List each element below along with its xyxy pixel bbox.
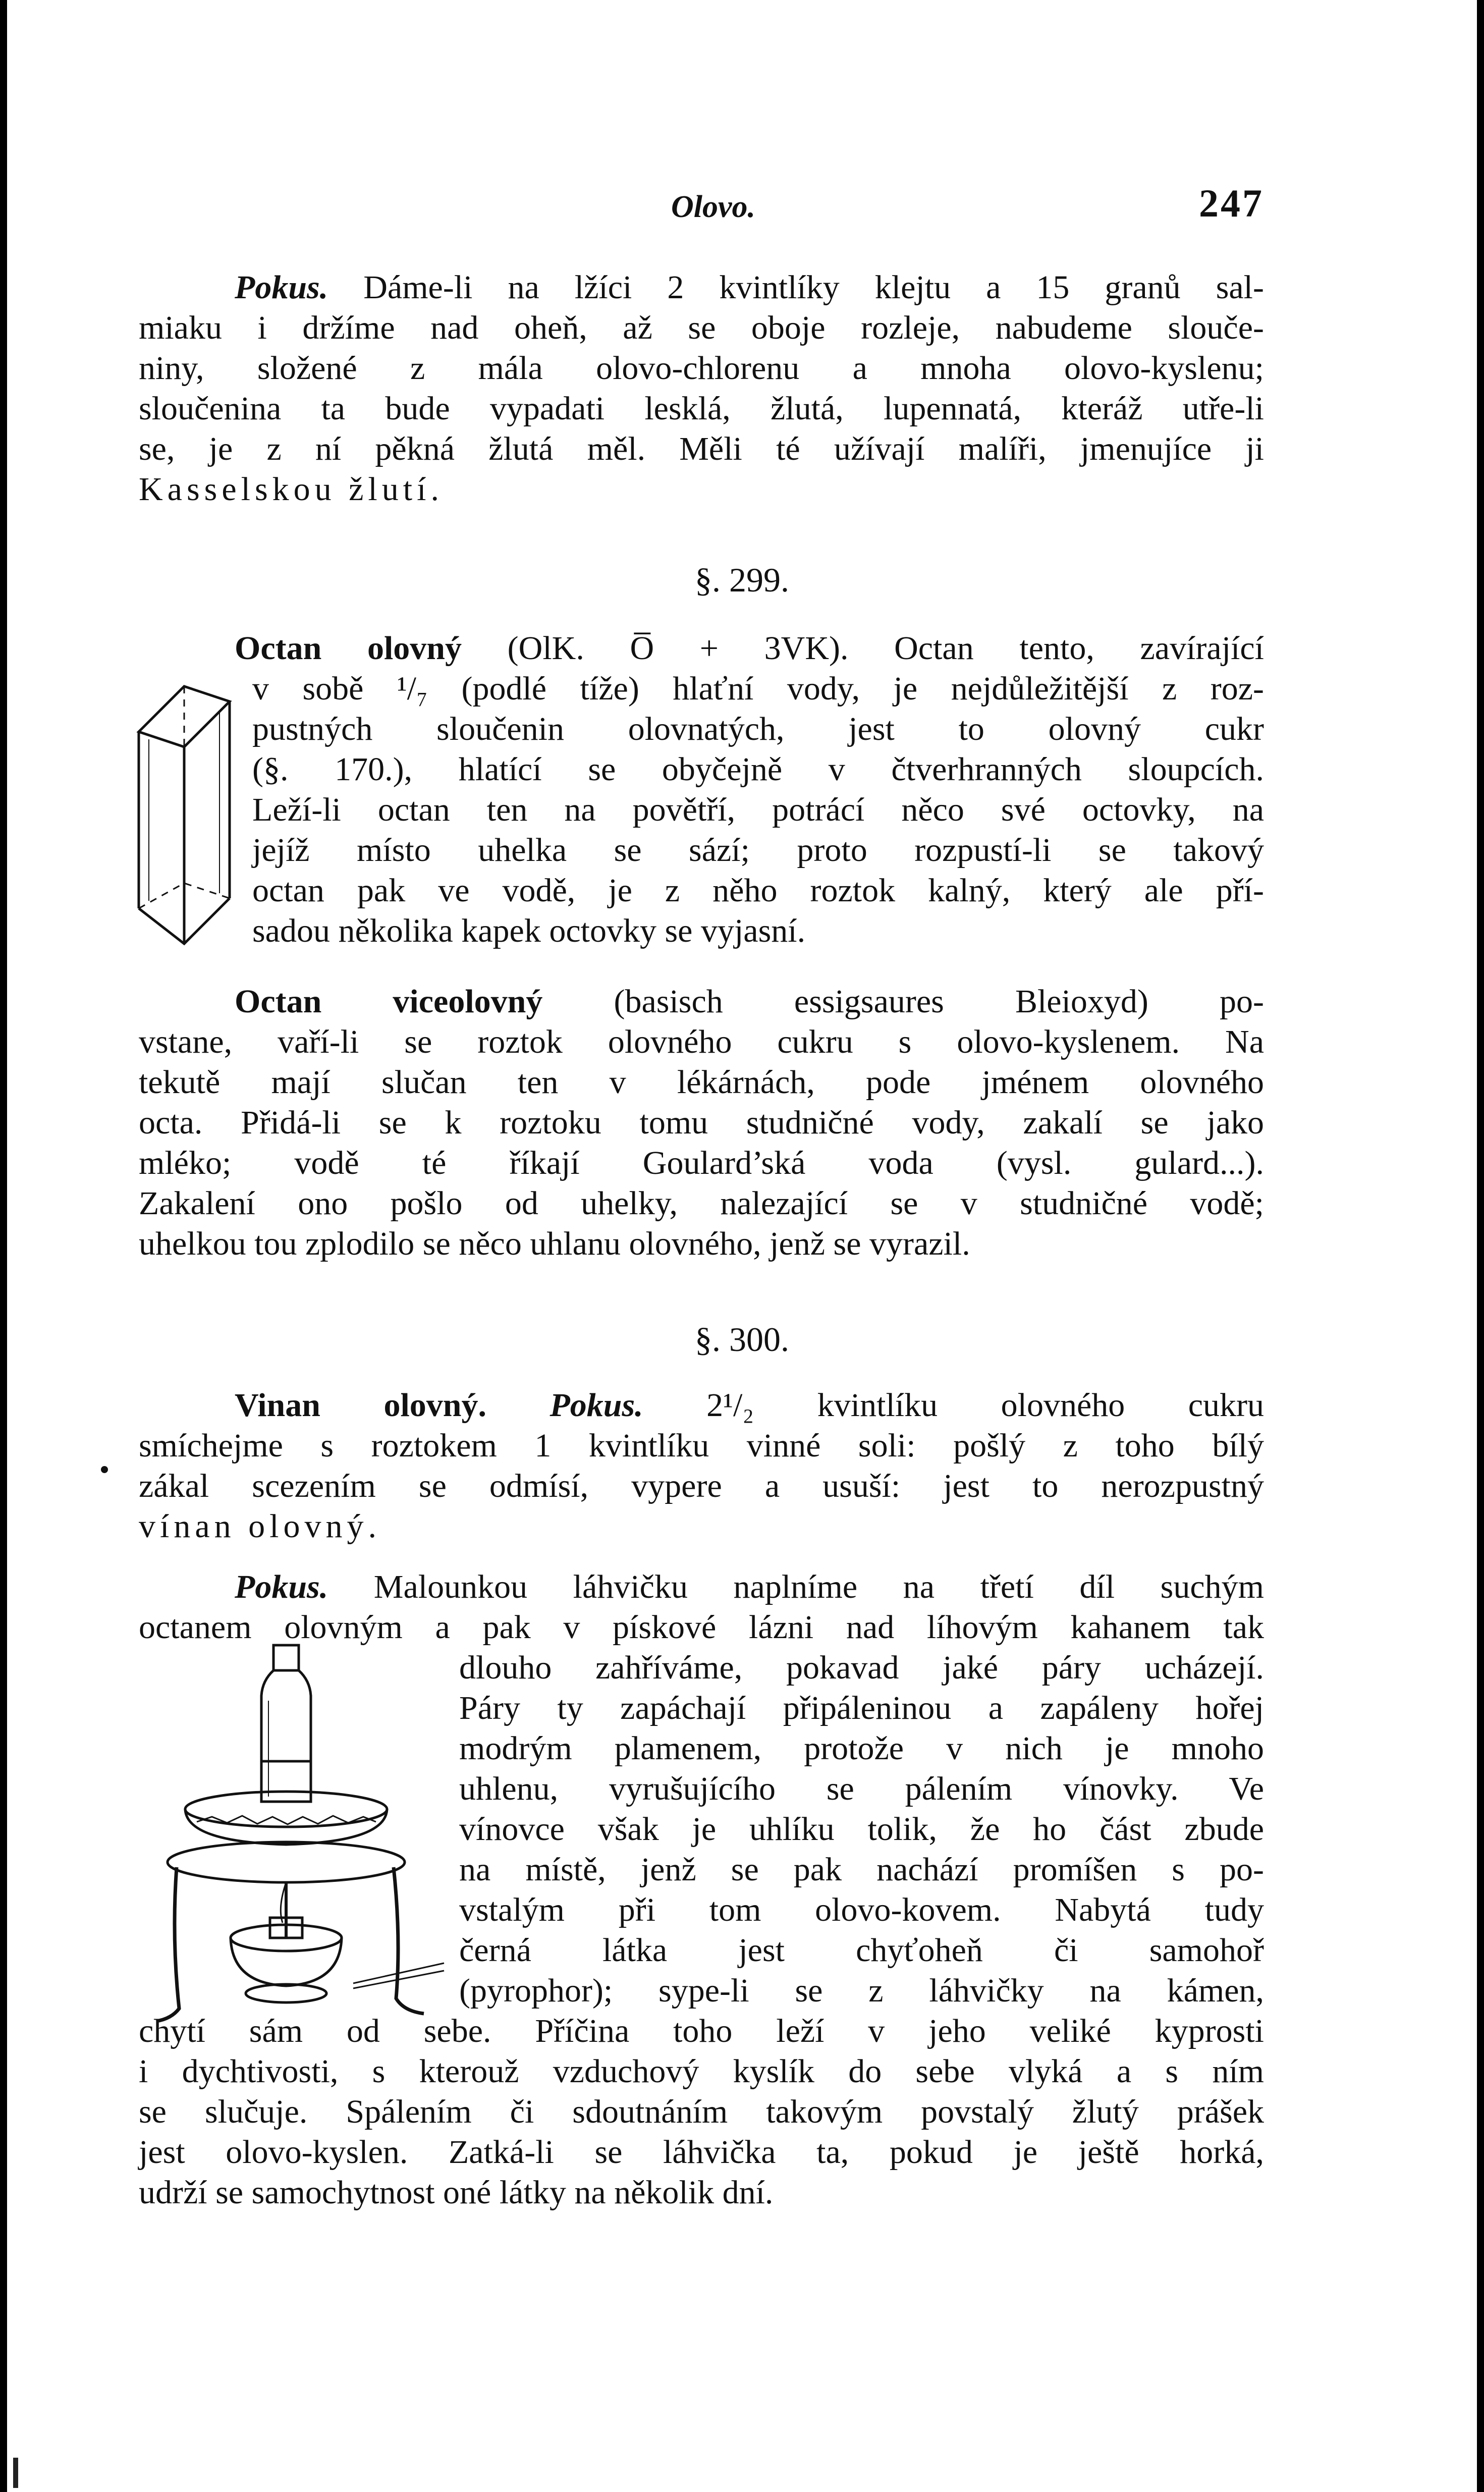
term-vinan-olovny: Vinan olovný. [235, 1387, 486, 1424]
paragraph-line: vínan olovný. [139, 1508, 381, 1545]
pokus-label: Pokus. [235, 269, 328, 306]
term-octan-viceolovny: Octan viceolovný [235, 983, 543, 1020]
page-right-border [1477, 0, 1484, 2492]
paragraph-line: Octan viceolovný (basisch essigsaures Bleioxyd) po- [235, 983, 1264, 1020]
paragraph-line: vínovce však je uhlíku tolik, že ho část zbude [459, 1811, 1264, 1848]
paragraph-line: octanem olovným a pak v pískové lázni nad líhovým kahanem tak [139, 1609, 1264, 1646]
paragraph-line: octan pak ve vodě, je z něho roztok kalný, který ale pří- [252, 872, 1264, 909]
paragraph-line: udrží se samochytnost oné látky na několik dní. [139, 2174, 774, 2211]
paragraph-line: Leží-li octan ten na povětří, potrácí něco své octovky, na [252, 791, 1264, 828]
section-heading-300: §. 300. [695, 1320, 789, 1359]
paragraph-line: Kasselskou žlutí. [139, 471, 444, 508]
paragraph-line: (§. 170.), hlatící se obyčejně v čtverhranných sloupcích. [252, 751, 1264, 788]
paragraph-line: sloučenina ta bude vypadati lesklá, žlutá, lupennatá, kteráž utře-li [139, 390, 1264, 427]
paragraph-line: sadou několika kapek octovky se vyjasní. [252, 912, 806, 949]
paragraph-line: se, je z ní pěkná žlutá měl. Měli té užívají malíři, jmenujíce ji [139, 430, 1264, 467]
paragraph-line: Octan olovný (OlK. O̅ + 3VK). Octan tento, zavírající [235, 630, 1264, 667]
paragraph-line: na místě, jenž se pak nachází promíšen s po- [459, 1851, 1264, 1888]
paragraph-line: Vinan olovný. Pokus. 2¹/₂ kvintlíku olovného cukru [235, 1387, 1264, 1424]
paragraph-line: Páry ty zapáchají připáleninou a zapáleny hořej [459, 1690, 1264, 1726]
paragraph-line: octa. Přidá-li se k roztoku tomu studničné vody, zakalí se jako [139, 1104, 1264, 1141]
paragraph-line: (pyrophor); sype-li se z láhvičky na kámen, [459, 1972, 1264, 2009]
paragraph-line: jest olovo-kyslen. Zatká-li se láhvička ta, pokud je ještě horká, [139, 2134, 1264, 2171]
pokus-label: Pokus. [486, 1387, 643, 1424]
paragraph-line: modrým plamenem, protože v nich je mnoho [459, 1730, 1264, 1767]
page-number: 247 [1199, 181, 1264, 225]
paragraph-line: dlouho zahříváme, pokavad jaké páry ucházejí. [459, 1649, 1264, 1686]
paragraph-line: chytí sám od sebe. Příčina toho leží v jeho veliké kyprosti [139, 2013, 1264, 2049]
paragraph-line: Pokus. Malounkou láhvičku naplníme na třetí díl suchým [235, 1568, 1264, 1605]
paragraph-line: černá látka jest chyťoheň či samohoř [459, 1932, 1264, 1969]
paragraph-line: tekutě mají slučan ten v lékárnách, pode jménem olovného [139, 1064, 1264, 1101]
section-heading-299: §. 299. [695, 561, 789, 599]
paragraph-line: se slučuje. Spálením či sdoutnáním takovým povstalý žlutý prášek [139, 2093, 1264, 2130]
paragraph-line: vstane, vaří-li se roztok olovného cukru s olovo-kyslenem. Na [139, 1023, 1264, 1060]
paragraph-line: uhlenu, vyrušujícího se pálením vínovky. Ve [459, 1770, 1264, 1807]
margin-mark [13, 2458, 18, 2488]
print-speck [101, 1466, 108, 1473]
term-octan-olovny: Octan olovný [235, 630, 462, 667]
paragraph-line: jejíž místo uhelka se sází; proto rozpustí-li se takový [252, 832, 1264, 869]
paragraph-line: niny, složené z mála olovo-chlorenu a mnoha olovo-kyslenu; [139, 350, 1264, 387]
heating-apparatus-illustration [141, 1635, 454, 2034]
paragraph-line: i dychtivosti, s kterouž vzduchový kyslík do sebe vlyká a s ním [139, 2053, 1264, 2090]
paragraph-line: zákal scezením se odmísí, vypere a usuší: jest to nerozpustný [139, 1468, 1264, 1504]
crystal-prism-illustration [129, 671, 237, 954]
paragraph-line: vstalým při tom olovo-kovem. Nabytá tudy [459, 1891, 1264, 1928]
paragraph-line: Zakalení ono pošlo od uhelky, nalezající se v studničné vodě; [139, 1185, 1264, 1222]
pokus-label: Pokus. [235, 1568, 328, 1605]
paragraph-line: pustných sloučenin olovnatých, jest to olovný cukr [252, 711, 1264, 747]
paragraph-line: smíchejme s roztokem 1 kvintlíku vinné soli: pošlý z toho bílý [139, 1427, 1264, 1464]
paragraph-line: Pokus. Dáme-li na lžíci 2 kvintlíky klejtu a 15 granů sal- [235, 269, 1264, 306]
paragraph-line: miaku i držíme nad oheň, až se oboje rozleje, nabudeme slouče- [139, 309, 1264, 346]
page-left-border [0, 0, 7, 2492]
paragraph-line: mléko; vodě té říkají Goulard’ská voda (vysl. gulard...). [139, 1145, 1264, 1181]
running-header-title: Olovo. [671, 190, 756, 224]
paragraph-line: v sobě ¹/₇ (podlé tíže) hlaťní vody, je nejdůležitější z roz- [252, 670, 1264, 707]
paragraph-line: uhelkou tou zplodilo se něco uhlanu olovného, jenž se vyrazil. [139, 1225, 970, 1262]
